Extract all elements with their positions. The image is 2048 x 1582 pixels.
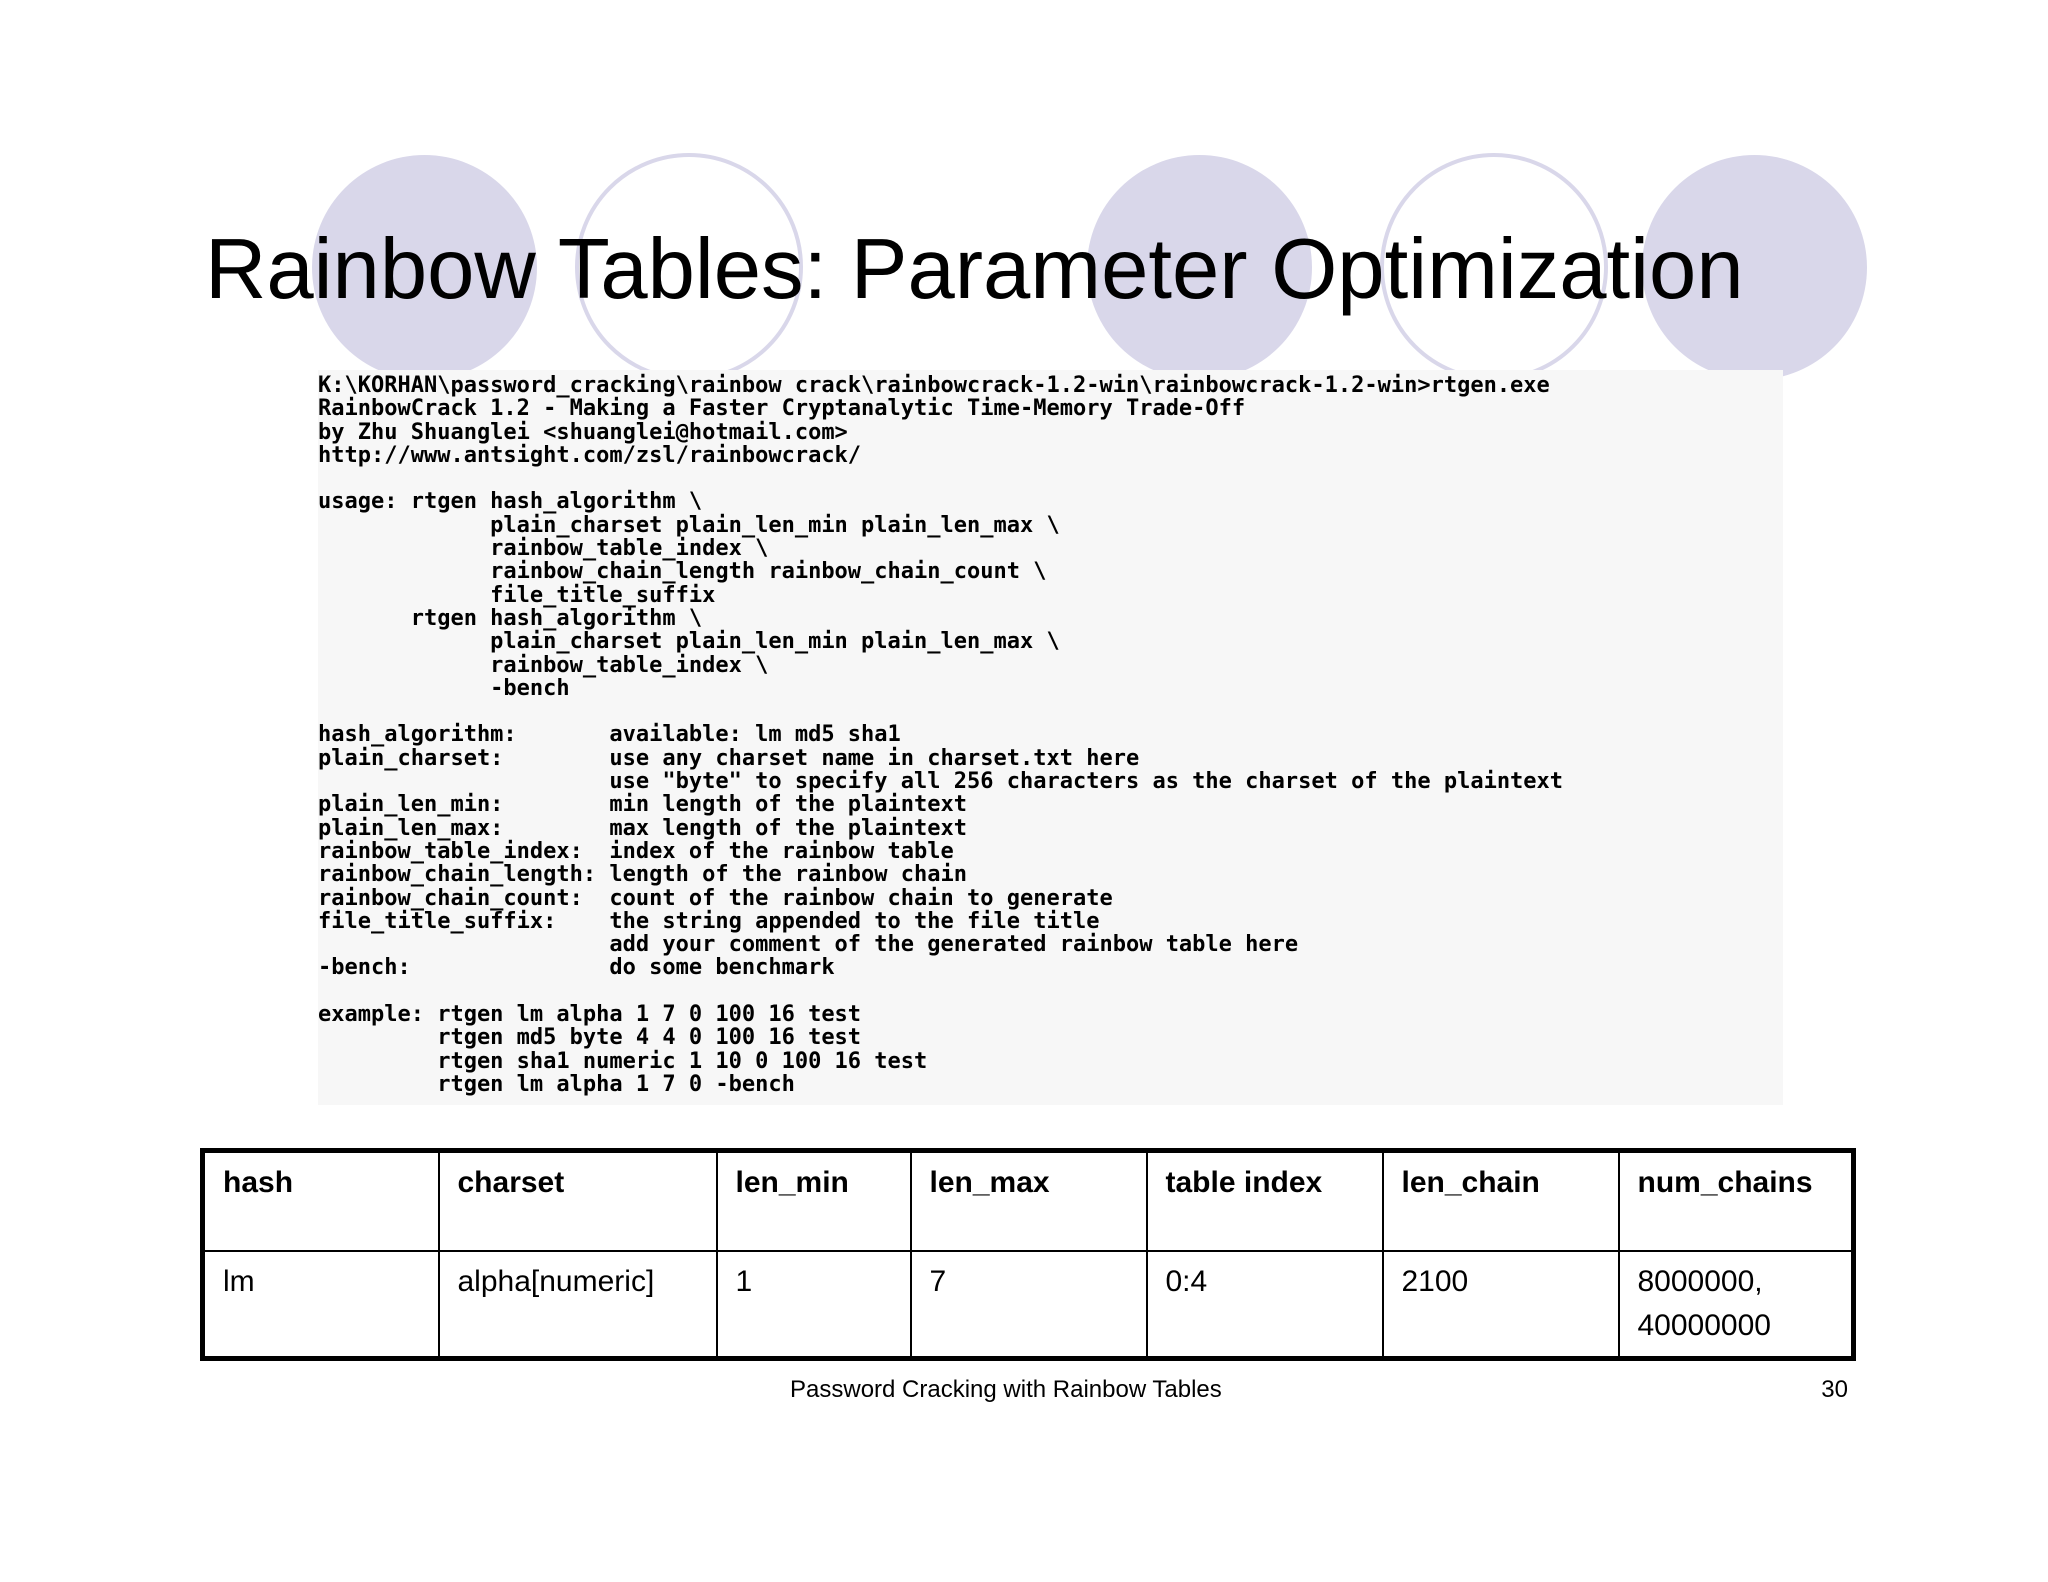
- console-line: hash_algorithm: available: lm md5 sha1: [318, 722, 901, 748]
- table-cell-len-min: 1: [717, 1251, 911, 1359]
- table-cell-len-chain: 2100: [1383, 1251, 1619, 1359]
- console-line: plain_len_min: min length of the plaintext: [318, 792, 968, 818]
- console-line: RainbowCrack 1.2 - Making a Faster Cryptanalytic Time-Memory Trade-Off: [318, 396, 1246, 422]
- console-line: example: rtgen lm alpha 1 7 0 100 16 test: [318, 1002, 862, 1028]
- console-line: rtgen sha1 numeric 1 10 0 100 16 test: [318, 1048, 928, 1074]
- slide-footer: Password Cracking with Rainbow Tables: [790, 1376, 1222, 1403]
- column-header-len-max: len_max: [911, 1151, 1147, 1251]
- page-number: 30: [1821, 1376, 1848, 1403]
- console-line: rtgen hash_algorithm \: [318, 605, 703, 631]
- console-line: add your comment of the generated rainbow table here: [318, 932, 1299, 958]
- slide-title: Rainbow Tables: Parameter Optimization: [205, 222, 1744, 317]
- table-cell-table-index: 0:4: [1147, 1251, 1383, 1359]
- console-line: file_title_suffix: the string appended to the file title: [318, 908, 1100, 934]
- parameter-table: [200, 1148, 1856, 1361]
- console-line: rainbow_table_index \: [318, 536, 769, 562]
- table-row: [203, 1251, 1854, 1359]
- console-line: rtgen md5 byte 4 4 0 100 16 test: [318, 1025, 862, 1051]
- console-lines: [318, 374, 1563, 1096]
- console-line: use "byte" to specify all 256 characters as the charset of the plaintext: [318, 769, 1564, 795]
- console-line: usage: rtgen hash_algorithm \: [318, 489, 703, 515]
- console-line: plain_charset plain_len_min plain_len_max \: [318, 629, 1060, 655]
- console-line: plain_len_max: max length of the plaintext: [318, 815, 968, 841]
- column-header-len-chain: len_chain: [1383, 1151, 1619, 1251]
- console-line: -bench: do some benchmark: [318, 955, 835, 981]
- console-line: http://www.antsight.com/zsl/rainbowcrack/: [318, 442, 862, 468]
- table-cell-hash: lm: [203, 1251, 439, 1359]
- console-line: rainbow_chain_length: length of the rainbow chain: [318, 862, 968, 888]
- console-line: -bench: [318, 675, 570, 701]
- console-line: plain_charset: use any charset name in charset.txt here: [318, 745, 1140, 771]
- console-line: rainbow_chain_length rainbow_chain_count \: [318, 559, 1047, 585]
- table-header-row: [203, 1151, 1854, 1251]
- console-line: rtgen lm alpha 1 7 0 -bench: [318, 1071, 795, 1097]
- column-header-table-index: table index: [1147, 1151, 1383, 1251]
- column-header-charset: charset: [439, 1151, 717, 1251]
- console-line: K:\KORHAN\password_cracking\rainbow crack\rainbowcrack-1.2-win\rainbowcrack-1.2-win>rtgen.exe: [318, 373, 1550, 398]
- table-cell-charset: alpha[numeric]: [439, 1251, 717, 1359]
- console-line: file_title_suffix: [318, 582, 716, 608]
- console-line: rainbow_table_index \: [318, 652, 769, 678]
- console-screenshot: [318, 370, 1783, 1105]
- console-line: [318, 700, 1563, 723]
- column-header-hash: hash: [203, 1151, 439, 1251]
- console-line: plain_charset plain_len_min plain_len_max \: [318, 512, 1060, 538]
- table-cell-len-max: 7: [911, 1251, 1147, 1359]
- column-header-num-chains: num_chains: [1619, 1151, 1854, 1251]
- column-header-len-min: len_min: [717, 1151, 911, 1251]
- console-line: by Zhu Shuanglei <shuanglei@hotmail.com>: [318, 419, 848, 445]
- console-line: [318, 980, 1563, 1003]
- table-cell-num-chains: 8000000, 40000000: [1619, 1251, 1854, 1359]
- console-line: rainbow_chain_count: count of the rainbow chain to generate: [318, 885, 1113, 911]
- console-line: [318, 467, 1563, 490]
- console-line: rainbow_table_index: index of the rainbow table: [318, 838, 954, 864]
